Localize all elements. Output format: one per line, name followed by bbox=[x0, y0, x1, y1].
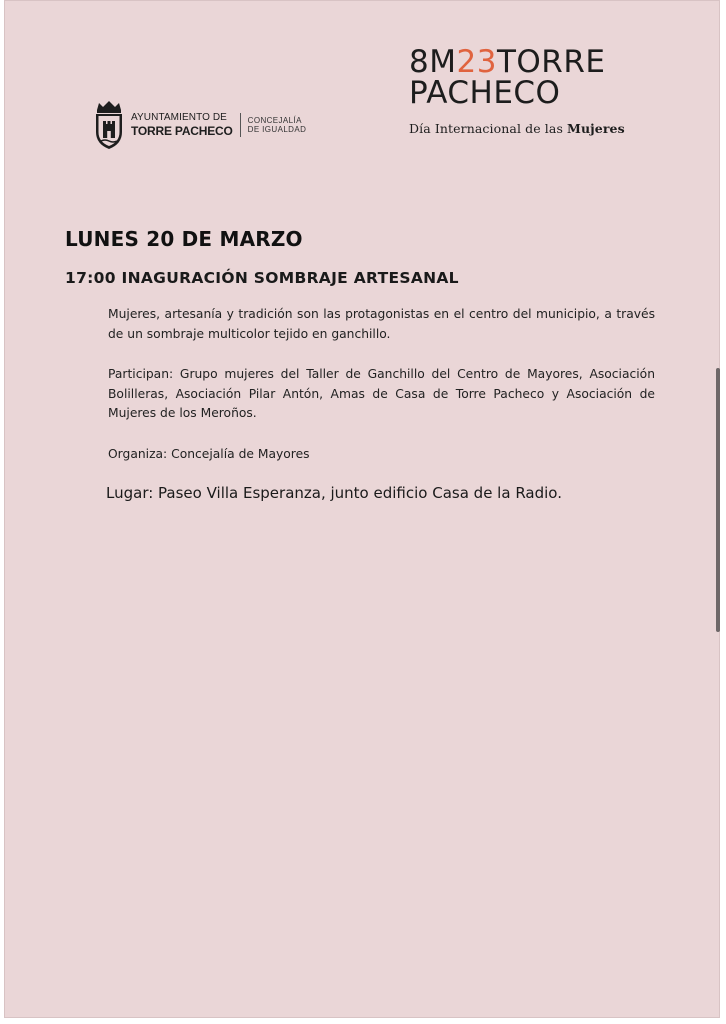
event-logo-subtitle bbox=[409, 121, 625, 136]
event-subtitle-regular: Día Internacional de las bbox=[409, 121, 568, 136]
logo-divider bbox=[240, 113, 241, 137]
event-logo-8m: 8M bbox=[409, 44, 457, 80]
event-logo-year: 23 bbox=[456, 44, 497, 80]
event-title: 17:00 INAGURACIÓN SOMBRAJE ARTESANAL bbox=[65, 269, 459, 287]
ayuntamiento-logo bbox=[91, 100, 306, 150]
event-venue: Lugar: Paseo Villa Esperanza, junto edificio Casa de la Radio. bbox=[106, 484, 562, 502]
event-logo bbox=[409, 44, 625, 136]
event-logo-line1 bbox=[409, 44, 625, 80]
town-name: TORRE PACHECO bbox=[131, 124, 233, 138]
concejalia-line2: DE IGUALDAD bbox=[247, 125, 307, 134]
event-description: Mujeres, artesanía y tradición son las protagonistas en el centro del municipio, a través de un sombraje multicolor tejido en ganchillo. bbox=[108, 307, 655, 341]
event-logo-line2: PACHECO bbox=[409, 75, 561, 111]
event-participants: Participan: Grupo mujeres del Taller de Ganchillo del Centro de Mayores, Asociación Bolilleras, Asociación Pilar Antón, Amas de Casa de Torre Pacheco y Asociación de Mujeres de los Meroños. bbox=[108, 367, 655, 420]
ayuntamiento-label: AYUNTAMIENTO DE bbox=[131, 112, 227, 123]
day-title: LUNES 20 DE MARZO bbox=[65, 227, 303, 251]
event-logo-torre: TORRE bbox=[496, 44, 606, 80]
coat-of-arms-icon bbox=[91, 100, 127, 150]
event-organizer: Organiza: Concejalía de Mayores bbox=[108, 447, 310, 461]
vertical-scrollbar[interactable] bbox=[716, 368, 720, 632]
concejalia-label bbox=[248, 116, 307, 134]
concejalia-line1: CONCEJALÍA bbox=[247, 115, 302, 125]
document-page bbox=[4, 0, 720, 1018]
event-subtitle-bold: Mujeres bbox=[567, 121, 625, 136]
